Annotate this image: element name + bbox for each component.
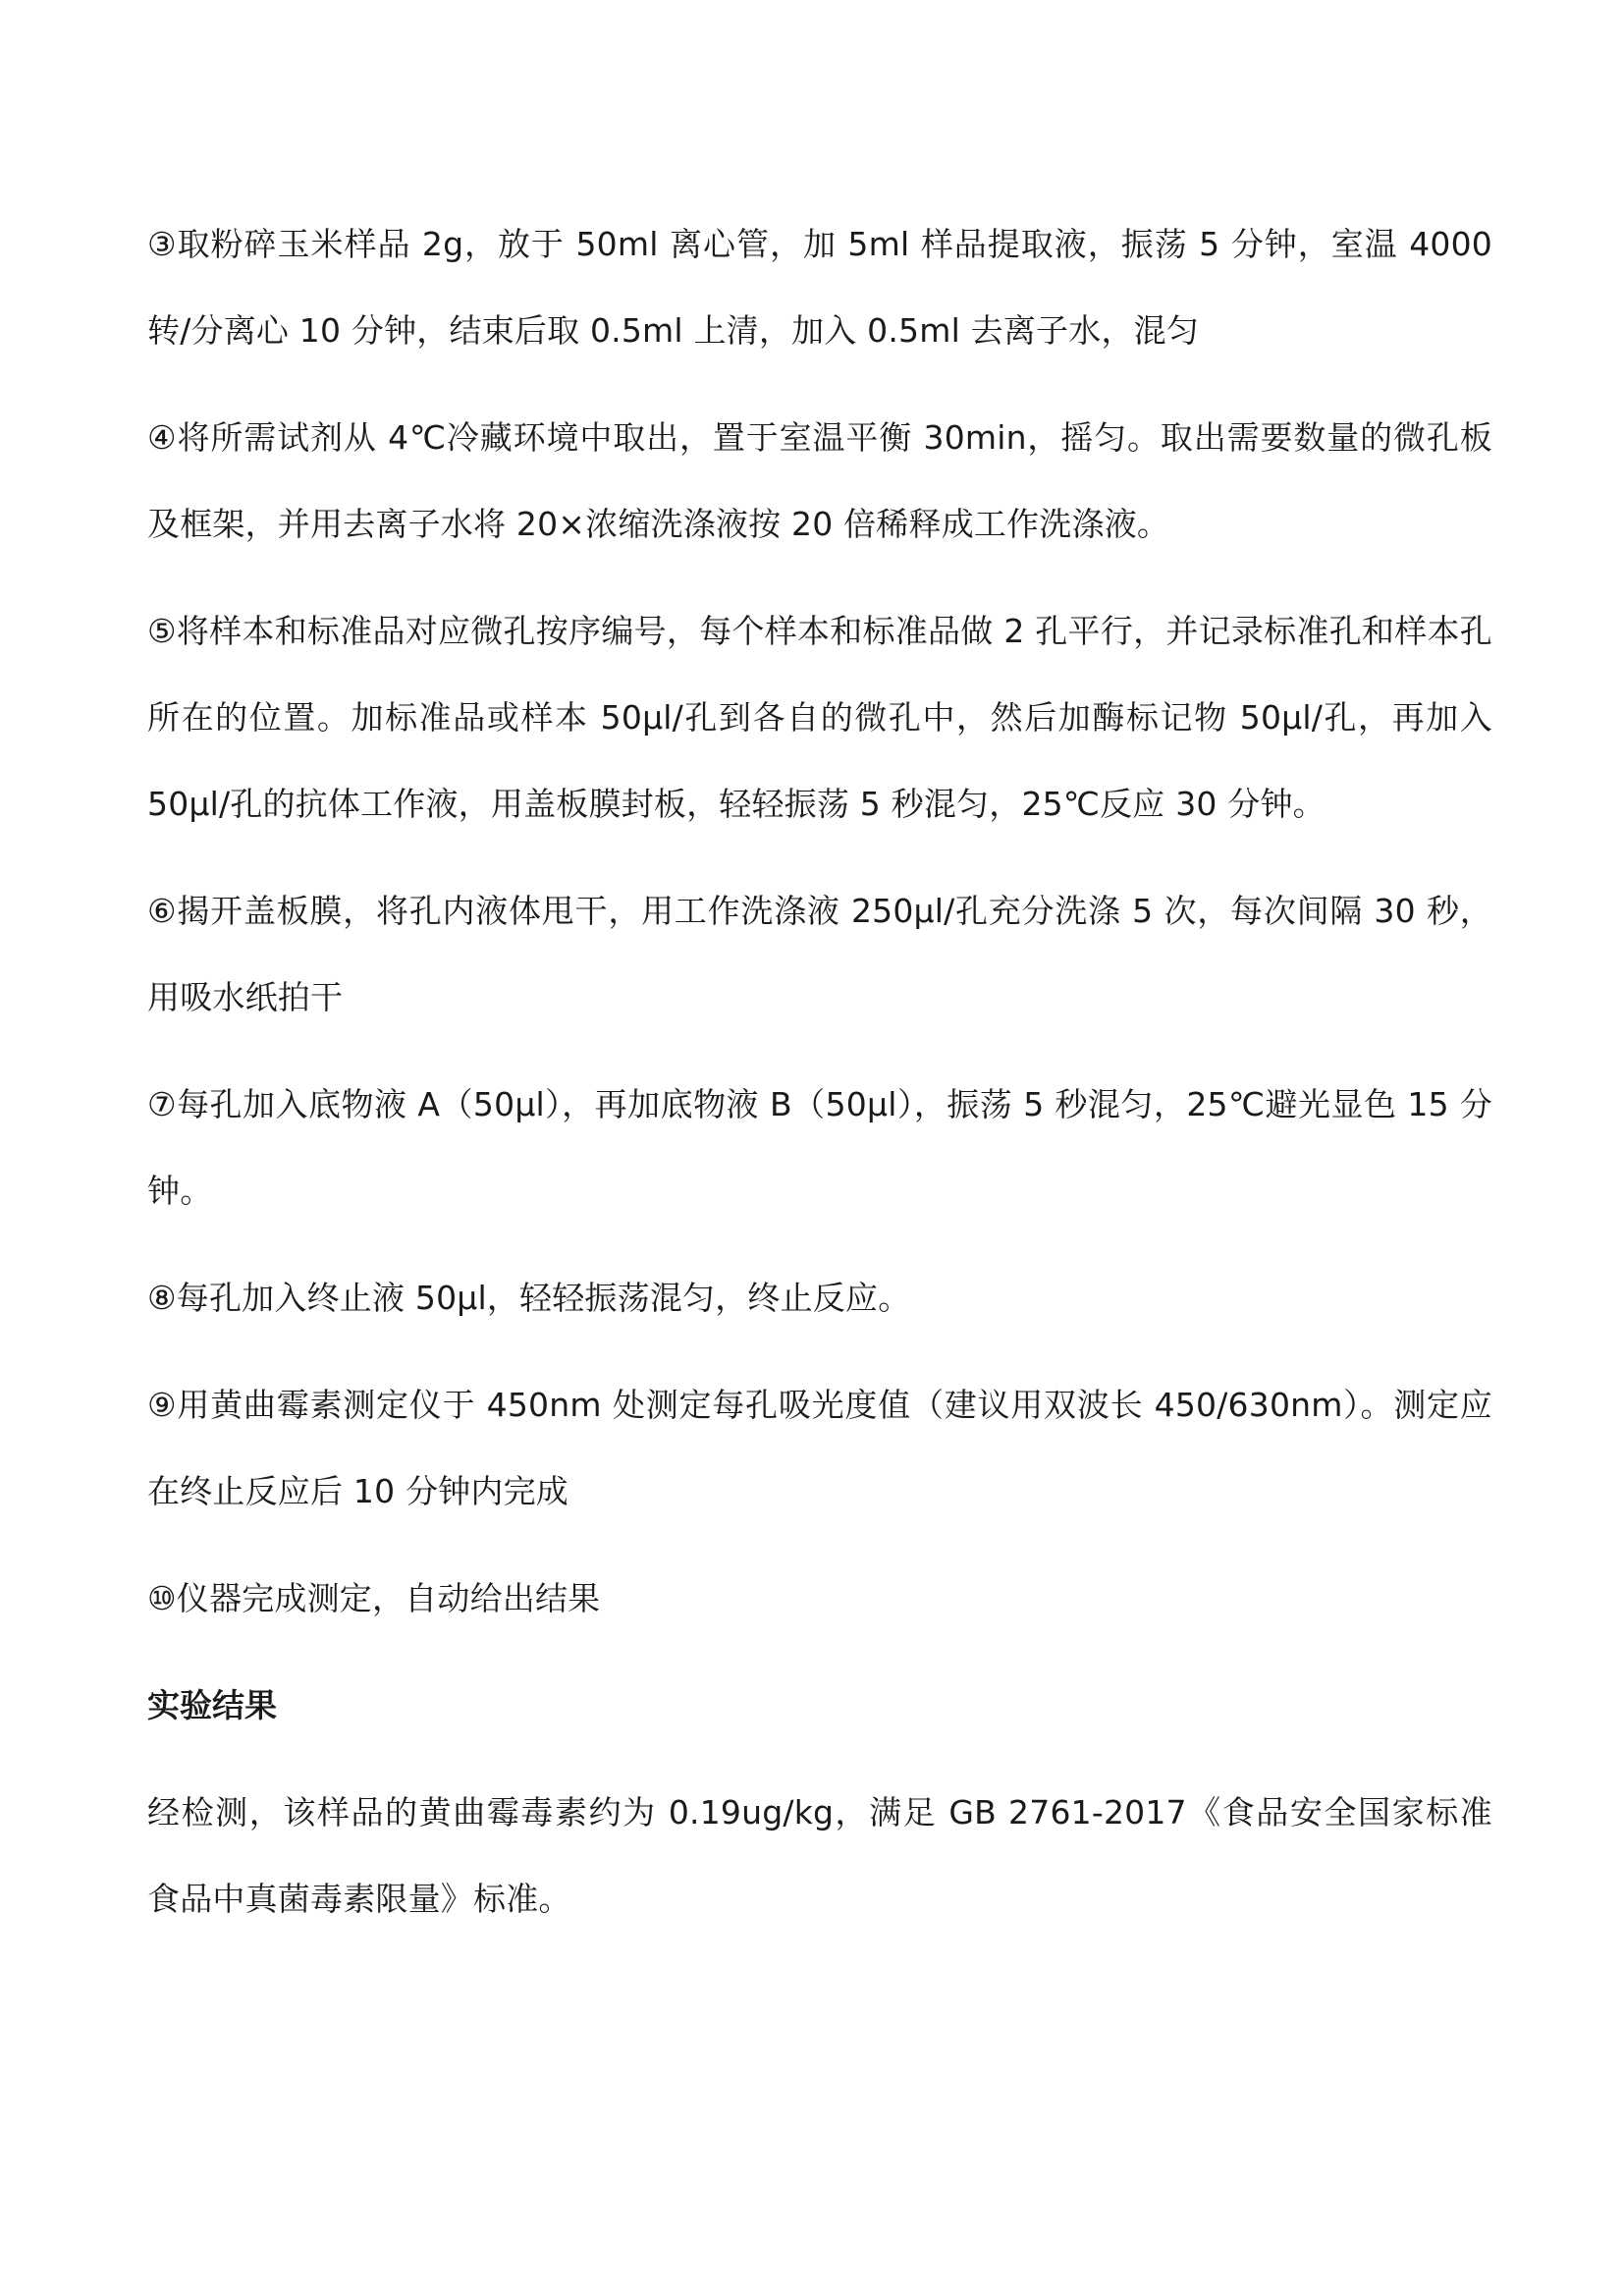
step-5-paragraph: ⑤将样本和标准品对应微孔按序编号，每个样本和标准品做 2 孔平行，并记录标准孔和样本孔所在的位置。加标准品或样本 50μl/孔到各自的微孔中，然后加酶标记物 50μl/孔，再加入 50μl/孔的抗体工作液，用盖板膜封板，轻轻振荡 5 秒混匀，25℃反应 30 分钟。 xyxy=(147,612,1492,823)
step-8-paragraph: ⑧每孔加入终止液 50μl，轻轻振荡混匀，终止反应。 xyxy=(147,1279,911,1317)
results-paragraph: 经检测，该样品的黄曲霉毒素约为 0.19ug/kg，满足 GB 2761-2017《食品安全国家标准 食品中真菌毒素限量》标准。 xyxy=(147,1793,1492,1918)
step-7-paragraph: ⑦每孔加入底物液 A（50μl），再加底物液 B（50μl），振荡 5 秒混匀，25℃避光显色 15 分钟。 xyxy=(147,1085,1492,1210)
step-10-paragraph: ⑩仪器完成测定，自动给出结果 xyxy=(147,1579,601,1617)
step-9-paragraph: ⑨用黄曲霉素测定仪于 450nm 处测定每孔吸光度值（建议用双波长 450/630nm）。测定应在终止反应后 10 分钟内完成 xyxy=(147,1386,1492,1510)
document-page xyxy=(147,201,1492,1963)
step-4-paragraph: ④将所需试剂从 4℃冷藏环境中取出，置于室温平衡 30min，摇匀。取出需要数量的微孔板及框架，并用去离子水将 20×浓缩洗涤液按 20 倍稀释成工作洗涤液。 xyxy=(147,418,1492,543)
step-6-paragraph: ⑥揭开盖板膜，将孔内液体甩干，用工作洗涤液 250μl/孔充分洗涤 5 次，每次间隔 30 秒，用吸水纸拍干 xyxy=(147,892,1492,1016)
step-3-paragraph: ③取粉碎玉米样品 2g，放于 50ml 离心管，加 5ml 样品提取液，振荡 5 分钟，室温 4000 转/分离心 10 分钟，结束后取 0.5ml 上清，加入 0.5ml 去离子水，混匀 xyxy=(147,225,1492,350)
results-heading: 实验结果 xyxy=(147,1686,277,1724)
